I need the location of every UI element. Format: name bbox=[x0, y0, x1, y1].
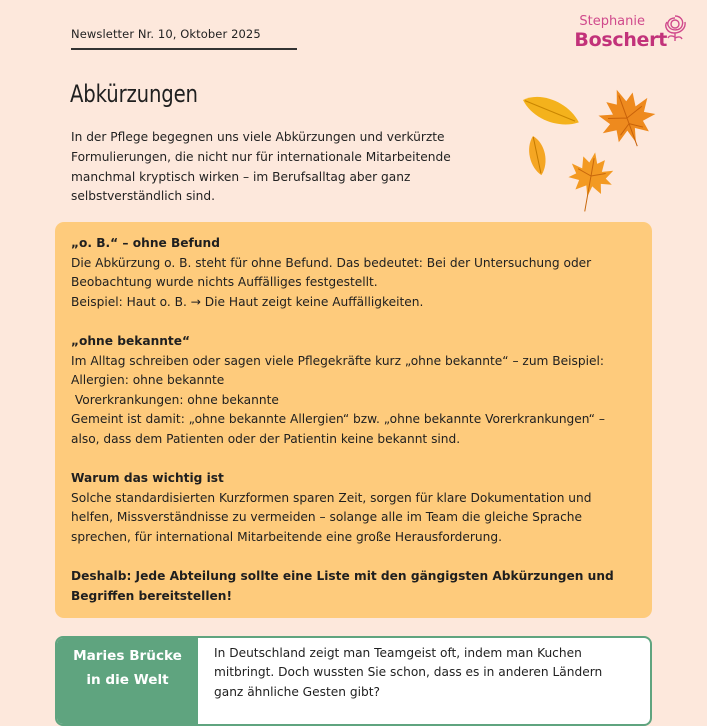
article-intro: In der Pflege begegnen uns viele Abkürzungen und verkürzte Formulierungen, die nicht nur für internationale Mitarbeitende manchmal kryptisch wirken – im Berufsalltag aber ganz selbstverständlich sind. bbox=[71, 130, 451, 204]
newsletter-issue-line: Newsletter Nr. 10, Oktober 2025 bbox=[71, 27, 261, 41]
bridge-label bbox=[57, 638, 198, 724]
info-line: Allergien: ohne bekannte bbox=[71, 373, 225, 388]
article-title: Abkürzungen bbox=[70, 80, 198, 108]
header-divider bbox=[71, 48, 297, 50]
info-line: Beispiel: Haut o. B. → Die Haut zeigt keine Auffälligkeiten. bbox=[71, 294, 424, 309]
section-heading-why-important: Warum das wichtig ist bbox=[71, 471, 224, 486]
info-line: Solche standardisierten Kurzformen sparen Zeit, sorgen für klare Dokumentation und bbox=[71, 490, 592, 505]
info-line: also, dass dem Patienten oder der Patientin keine bekannt sind. bbox=[71, 431, 461, 446]
section-heading-ohne-bekannte: „ohne bekannte“ bbox=[71, 333, 191, 348]
logo-first-name: Stephanie bbox=[579, 14, 645, 29]
info-line: Vorerkrankungen: ohne bekannte bbox=[71, 392, 279, 407]
info-line: Beobachtung wurde nichts Auffälliges festgestellt. bbox=[71, 275, 378, 290]
info-line: Im Alltag schreiben oder sagen viele Pflegekräfte kurz „ohne bekannte“ – zum Beispiel: bbox=[71, 353, 604, 368]
info-line: helfen, Missverständnisse zu vermeiden – solange alle im Team die gleiche Sprache bbox=[71, 510, 582, 525]
info-line: Gemeint ist damit: „ohne bekannte Allergien“ bzw. „ohne bekannte Vorerkrankungen“ – bbox=[71, 412, 605, 427]
closing-recommendation-line1: Deshalb: Jede Abteilung sollte eine Liste mit den gängigsten Abkürzungen und bbox=[71, 569, 614, 584]
bridge-label-line2: in die Welt bbox=[86, 672, 169, 688]
closing-recommendation-line2: Begriffen bereitstellen! bbox=[71, 588, 232, 603]
abbreviation-info-box bbox=[55, 222, 652, 618]
info-line: sprechen, für international Mitarbeitende eine große Herausforderung. bbox=[71, 529, 502, 544]
bridge-label-line1: Maries Brücke bbox=[73, 648, 182, 664]
info-line: Die Abkürzung o. B. steht für ohne Befund. Das bedeutet: Bei der Untersuchung oder bbox=[71, 255, 592, 270]
section-heading-ob: „o. B.“ – ohne Befund bbox=[71, 236, 220, 250]
autumn-leaves-icon bbox=[515, 78, 675, 218]
rose-icon bbox=[661, 12, 689, 42]
bridge-text: In Deutschland zeigt man Teamgeist oft, indem man Kuchen mitbringt. Doch wussten Sie schon, dass es in anderen Ländern ganz ähnliche Gesten gibt? bbox=[214, 646, 603, 699]
logo-last-name: Boschert bbox=[574, 29, 667, 51]
brand-logo bbox=[559, 12, 689, 56]
maries-bridge-box bbox=[55, 636, 652, 726]
